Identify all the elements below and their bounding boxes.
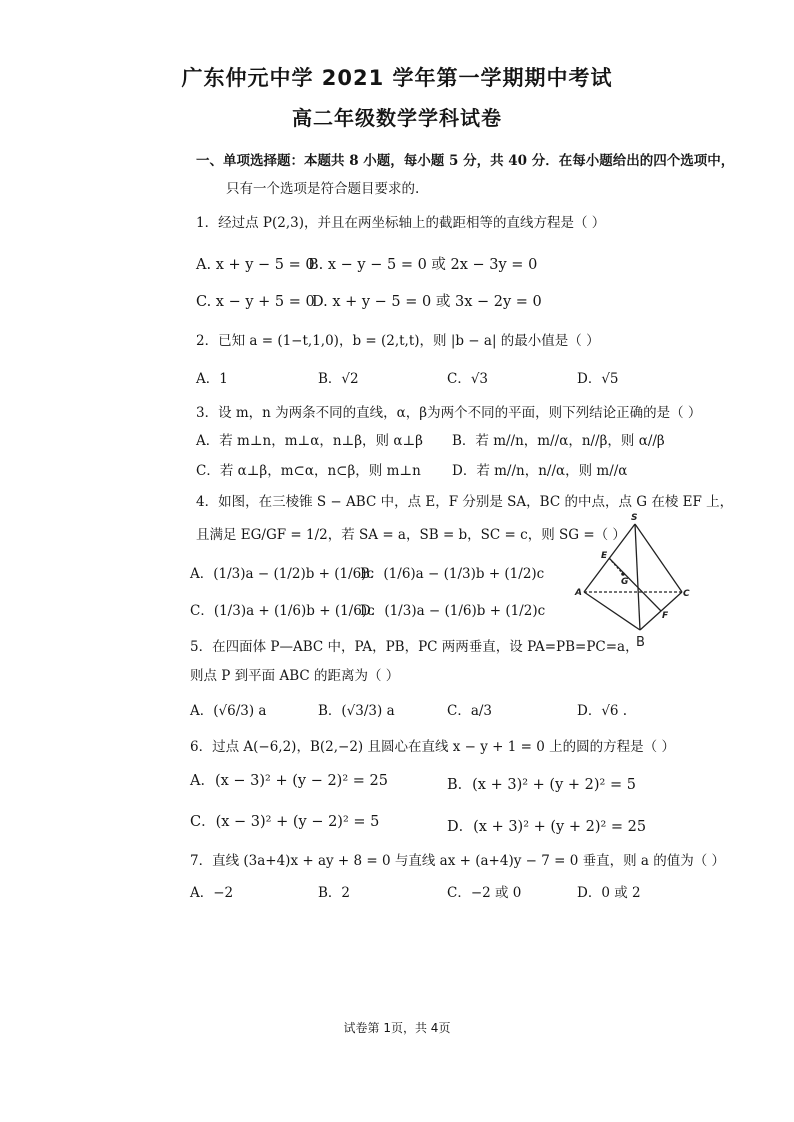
question-7-option-d: D．0 或 2	[577, 885, 641, 901]
question-3-option-c: C．若 α⊥β，m⊂α，n⊂β，则 m⊥n	[196, 463, 421, 479]
question-1-option-d: D. x + y − 5 = 0 或 3x − 2y = 0	[312, 294, 542, 310]
tetrahedron-figure	[572, 510, 692, 650]
question-5-stem-cont: 则点 P 到平面 ABC 的距离为（ ）	[190, 668, 400, 684]
label-a: A	[575, 588, 582, 598]
edge-sc	[635, 524, 682, 592]
exam-title: 广东仲元中学 2021 学年第一学期期中考试	[181, 66, 613, 90]
question-6-option-d: D．(x + 3)² + (y + 2)² = 25	[447, 819, 647, 835]
question-6-option-a: A．(x − 3)² + (y − 2)² = 25	[190, 773, 388, 789]
label-c: C	[683, 589, 690, 599]
question-3-option-a: A．若 m⊥n，m⊥α，n⊥β，则 α⊥β	[196, 433, 423, 449]
question-7-option-c: C．−2 或 0	[447, 885, 522, 901]
question-3-stem: 3．设 m，n 为两条不同的直线，α，β为两个不同的平面，则下列结论正确的是（ ）	[196, 405, 702, 421]
question-1-stem: 1．经过点 P(2,3)，并且在两坐标轴上的截距相等的直线方程是（ ）	[196, 215, 606, 231]
section-heading-cont: 只有一个选项是符合题目要求的.	[226, 181, 420, 197]
section-heading: 一、单项选择题：本题共 8 小题，每小题 5 分，共 40 分．在每小题给出的四个选项中，	[196, 153, 735, 169]
label-g: G	[621, 577, 629, 587]
question-4-stem: 4．如图，在三棱锥 S − ABC 中，点 E，F 分别是 SA，BC 的中点，点 G 在棱 EF 上，	[196, 494, 734, 510]
edge-ab	[584, 592, 640, 630]
question-5-option-a: A．(√6/3) a	[190, 703, 267, 719]
exam-subtitle: 高二年级数学学科试卷	[292, 106, 502, 130]
question-5-stem: 5．在四面体 P—ABC 中，PA，PB，PC 两两垂直，设 PA=PB=PC=a，	[190, 639, 639, 655]
question-4-option-a: A．(1/3)a − (1/2)b + (1/6)c	[190, 566, 375, 582]
label-s: S	[631, 513, 638, 523]
edge-sb	[635, 524, 640, 630]
question-2-stem: 2．已知 a = (1−t,1,0)，b = (2,t,t)，则 |b − a| 的最小值是（ ）	[196, 333, 600, 349]
label-b: B	[636, 635, 645, 650]
question-3-option-d: D．若 m//n，n//α，则 m//α	[452, 463, 628, 479]
segment-ef	[609, 558, 661, 611]
question-1-option-c: C. x − y + 5 = 0	[196, 294, 315, 310]
question-4-option-b: B．(1/6)a − (1/3)b + (1/2)c	[360, 566, 545, 582]
label-f: F	[662, 611, 669, 621]
question-1-option-b: B. x − y − 5 = 0 或 2x − 3y = 0	[308, 257, 538, 273]
question-4-stem-cont: 且满足 EG/GF = 1/2，若 SA = a，SB = b，SC = c，则 SG =（ ）	[196, 527, 626, 543]
question-5-option-c: C．a/3	[447, 703, 493, 719]
label-e: E	[601, 551, 608, 561]
question-2-option-a: A．1	[196, 371, 228, 387]
question-5-option-d: D．√6 .	[577, 703, 628, 719]
question-3-option-b: B．若 m//n，m//α，n//β，则 α//β	[452, 433, 665, 449]
question-5-option-b: B．(√3/3) a	[318, 703, 395, 719]
question-4-option-c: C．(1/3)a + (1/6)b + (1/6)c	[190, 603, 375, 619]
question-6-option-b: B．(x + 3)² + (y + 2)² = 5	[447, 777, 636, 793]
question-6-option-c: C．(x − 3)² + (y − 2)² = 5	[190, 814, 380, 830]
question-7-option-a: A．−2	[190, 885, 234, 901]
page-footer: 试卷第 1页，共 4页	[343, 1021, 451, 1035]
question-2-option-b: B．√2	[318, 371, 359, 387]
question-1-option-a: A. x + y − 5 = 0	[196, 257, 315, 273]
question-4-option-d: D．(1/3)a − (1/6)b + (1/2)c	[360, 603, 546, 619]
point-g	[621, 572, 625, 576]
question-2-option-d: D．√5	[577, 371, 619, 387]
question-6-stem: 6．过点 A(−6,2)，B(2,−2) 且圆心在直线 x − y + 1 = 0 上的圆的方程是（ ）	[190, 739, 675, 755]
question-2-option-c: C．√3	[447, 371, 489, 387]
question-7-option-b: B．2	[318, 885, 351, 901]
question-7-stem: 7．直线 (3a+4)x + ay + 8 = 0 与直线 ax + (a+4)y − 7 = 0 垂直，则 a 的值为（ ）	[190, 853, 726, 869]
